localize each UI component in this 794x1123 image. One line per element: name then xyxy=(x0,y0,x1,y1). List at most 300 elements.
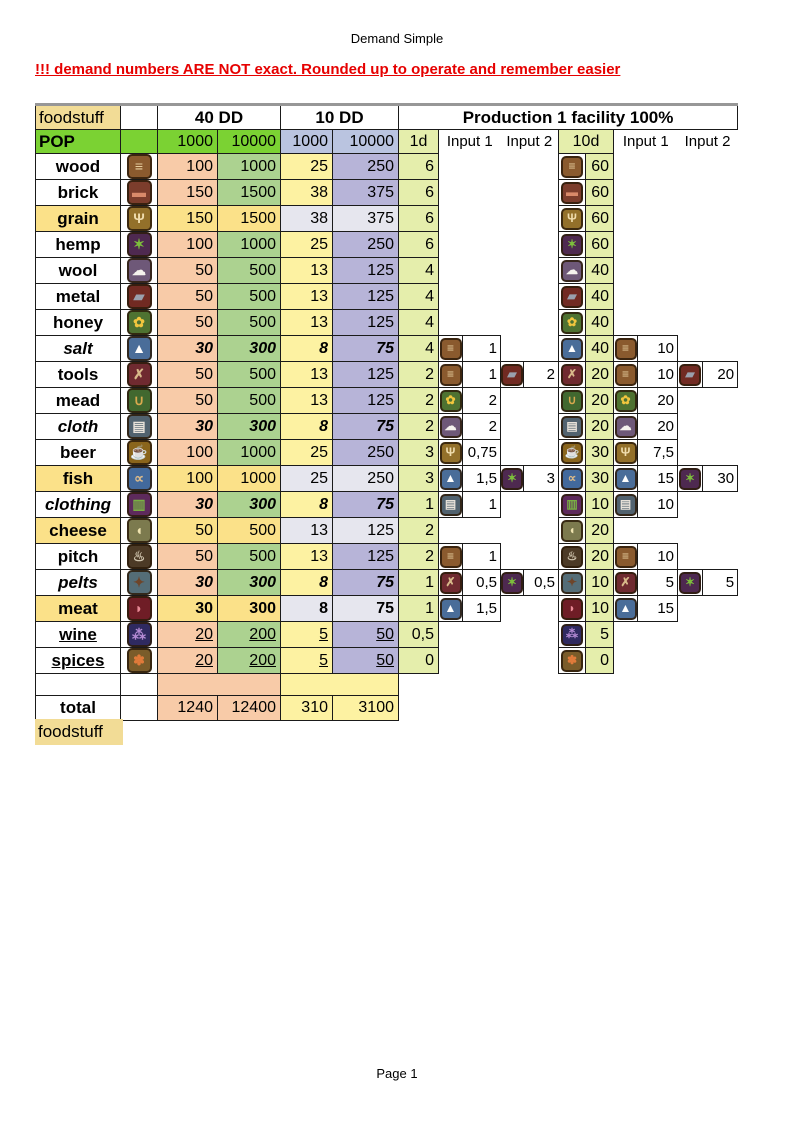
hemp-icon: ✶ xyxy=(127,232,152,257)
row-label: spices xyxy=(36,648,121,674)
demand-40dd-10000: 1000 xyxy=(218,440,281,466)
prod-10d-value: 60 xyxy=(586,206,614,232)
input2-icon-cell xyxy=(501,414,524,440)
input1-10d-value xyxy=(638,284,678,310)
total-10dd-10000: 3100 xyxy=(333,696,399,721)
input1-value: 1 xyxy=(463,544,501,570)
product-icon-cell xyxy=(559,336,586,362)
input2-10d-icon-cell xyxy=(678,518,703,544)
col-header-input1: Input 1 xyxy=(439,130,501,154)
product-icon-cell xyxy=(559,570,586,596)
col-header-1d: 1d xyxy=(399,130,439,154)
row-clothing xyxy=(36,492,738,518)
input2-icon-cell xyxy=(501,388,524,414)
input2-10d-value xyxy=(703,258,738,284)
input1-icon-cell xyxy=(439,310,463,336)
col-header-input2-10d: Input 2 xyxy=(678,130,738,154)
prod-1d-value: 4 xyxy=(399,284,439,310)
input2-10d-icon-cell xyxy=(678,154,703,180)
demand-40dd-10000: 500 xyxy=(218,284,281,310)
input1-10d-value xyxy=(638,154,678,180)
grain-icon: Ψ xyxy=(615,442,637,464)
cloth-icon: ▤ xyxy=(615,494,637,516)
demand-10dd-10000: 125 xyxy=(333,388,399,414)
input1-10d-value xyxy=(638,648,678,674)
spacer-10dd-cell xyxy=(281,674,399,696)
demand-10dd-10000: 250 xyxy=(333,154,399,180)
beer-icon: ☕ xyxy=(561,442,583,464)
input2-10d-value xyxy=(703,336,738,362)
row-icon-cell xyxy=(121,466,158,492)
input2-icon-cell xyxy=(501,466,524,492)
product-icon-cell xyxy=(559,440,586,466)
input2-10d-icon-cell xyxy=(678,648,703,674)
input1-10d-icon-cell xyxy=(614,154,638,180)
input2-10d-value xyxy=(703,648,738,674)
prod-1d-value: 4 xyxy=(399,258,439,284)
prod-1d-value: 2 xyxy=(399,388,439,414)
input1-10d-icon-cell xyxy=(614,180,638,206)
input2-10d-value xyxy=(703,154,738,180)
prod-10d-value: 20 xyxy=(586,362,614,388)
product-icon-cell xyxy=(559,258,586,284)
demand-10dd-10000: 125 xyxy=(333,258,399,284)
input2-10d-value xyxy=(703,440,738,466)
demand-10dd-1000: 8 xyxy=(281,596,333,622)
row-mead xyxy=(36,388,738,414)
product-icon-cell xyxy=(559,492,586,518)
input1-value: 1 xyxy=(463,492,501,518)
input1-icon-cell xyxy=(439,258,463,284)
input2-value xyxy=(524,284,559,310)
row-fish xyxy=(36,466,738,492)
row-meat xyxy=(36,596,738,622)
prod-10d-value: 0 xyxy=(586,648,614,674)
demand-40dd-1000: 20 xyxy=(158,648,218,674)
row-tools xyxy=(36,362,738,388)
row-label: clothing xyxy=(36,492,121,518)
row-spices xyxy=(36,648,738,674)
prod-1d-value: 1 xyxy=(399,596,439,622)
input2-10d-value xyxy=(703,544,738,570)
input2-10d-value xyxy=(703,206,738,232)
input2-value xyxy=(524,336,559,362)
prod-1d-value: 3 xyxy=(399,440,439,466)
input2-10d-icon-cell xyxy=(678,232,703,258)
input1-10d-icon-cell xyxy=(614,622,638,648)
pop-icon-cell xyxy=(121,130,158,154)
input1-value: 0,5 xyxy=(463,570,501,596)
input1-10d-icon-cell xyxy=(614,648,638,674)
prod-10d-value: 20 xyxy=(586,388,614,414)
total-40dd-1000: 1240 xyxy=(158,696,218,721)
metal-icon: ▰ xyxy=(501,364,523,386)
input1-10d-icon-cell xyxy=(614,596,638,622)
input2-10d-icon-cell xyxy=(678,310,703,336)
prod-10d-value: 20 xyxy=(586,518,614,544)
row-cheese xyxy=(36,518,738,544)
input2-10d-icon-cell xyxy=(678,258,703,284)
row-label: cloth xyxy=(36,414,121,440)
prod-1d-value: 0 xyxy=(399,648,439,674)
salt-icon: ▲ xyxy=(440,598,462,620)
product-icon-cell xyxy=(559,544,586,570)
row-label: metal xyxy=(36,284,121,310)
total-40dd-10000: 12400 xyxy=(218,696,281,721)
demand-40dd-1000: 50 xyxy=(158,544,218,570)
input1-icon-cell xyxy=(439,570,463,596)
row-icon-cell xyxy=(121,544,158,570)
input1-icon-cell xyxy=(439,388,463,414)
tools-icon: ✗ xyxy=(615,572,637,594)
input2-icon-cell xyxy=(501,362,524,388)
product-icon-cell xyxy=(559,414,586,440)
demand-40dd-1000: 150 xyxy=(158,206,218,232)
input2-10d-value xyxy=(703,622,738,648)
input1-value: 1,5 xyxy=(463,596,501,622)
honey-icon: ✿ xyxy=(440,390,462,412)
wood-icon: ≡ xyxy=(561,156,583,178)
metal-icon: ▰ xyxy=(561,286,583,308)
product-icon-cell xyxy=(559,388,586,414)
demand-10dd-10000: 125 xyxy=(333,284,399,310)
foodstuff-header: foodstuff xyxy=(36,105,121,130)
demand-40dd-10000: 200 xyxy=(218,622,281,648)
input2-value xyxy=(524,518,559,544)
foodstuff-footer-label: foodstuff xyxy=(35,719,123,745)
demand-40dd-10000: 1000 xyxy=(218,466,281,492)
pitch-icon: ♨ xyxy=(561,546,583,568)
input1-10d-value: 20 xyxy=(638,414,678,440)
demand-10dd-10000: 375 xyxy=(333,180,399,206)
demand-40dd-10000: 500 xyxy=(218,544,281,570)
prod-1d-value: 4 xyxy=(399,336,439,362)
input2-10d-value xyxy=(703,284,738,310)
demand-10dd-10000: 125 xyxy=(333,544,399,570)
demand-40dd-1000: 30 xyxy=(158,570,218,596)
demand-40dd-10000: 300 xyxy=(218,336,281,362)
row-honey xyxy=(36,310,738,336)
demand-10dd-10000: 75 xyxy=(333,570,399,596)
pop-40dd-1000: 1000 xyxy=(158,130,218,154)
row-pelts xyxy=(36,570,738,596)
wood-icon: ≡ xyxy=(440,338,462,360)
input2-icon-cell xyxy=(501,544,524,570)
honey-icon: ✿ xyxy=(127,310,152,335)
wood-icon: ≡ xyxy=(615,546,637,568)
row-label: hemp xyxy=(36,232,121,258)
grain-icon: Ψ xyxy=(561,208,583,230)
input2-10d-icon-cell xyxy=(678,388,703,414)
input2-10d-value xyxy=(703,596,738,622)
row-icon-cell xyxy=(121,570,158,596)
prod-10d-value: 40 xyxy=(586,258,614,284)
pop-header: POP xyxy=(36,130,121,154)
cloth-icon: ▤ xyxy=(440,494,462,516)
production-header: Production 1 facility 100% xyxy=(399,105,738,130)
input1-10d-value: 15 xyxy=(638,596,678,622)
input1-value xyxy=(463,206,501,232)
demand-10dd-10000: 75 xyxy=(333,414,399,440)
input2-icon-cell xyxy=(501,492,524,518)
row-label: wine xyxy=(36,622,121,648)
mead-icon: ∪ xyxy=(561,390,583,412)
hemp-icon: ✶ xyxy=(679,572,701,594)
row-icon-cell xyxy=(121,284,158,310)
input1-value xyxy=(463,310,501,336)
prod-10d-value: 5 xyxy=(586,622,614,648)
row-icon-cell xyxy=(121,414,158,440)
demand-40dd-1000: 30 xyxy=(158,596,218,622)
demand-40dd-10000: 500 xyxy=(218,258,281,284)
wood-icon: ≡ xyxy=(440,364,462,386)
prod-1d-value: 2 xyxy=(399,414,439,440)
row-label: meat xyxy=(36,596,121,622)
demand-10dd-10000: 125 xyxy=(333,518,399,544)
demand-10dd-10000: 250 xyxy=(333,466,399,492)
demand-10dd-1000: 8 xyxy=(281,336,333,362)
demand-40dd-10000: 1000 xyxy=(218,232,281,258)
demand-10dd-10000: 75 xyxy=(333,596,399,622)
honey-icon: ✿ xyxy=(561,312,583,334)
input2-10d-value xyxy=(703,414,738,440)
input1-icon-cell xyxy=(439,492,463,518)
input1-icon-cell xyxy=(439,206,463,232)
demand-10dd-10000: 125 xyxy=(333,310,399,336)
input2-10d-icon-cell xyxy=(678,206,703,232)
demand-40dd-1000: 50 xyxy=(158,362,218,388)
row-icon-cell xyxy=(121,206,158,232)
input2-icon-cell xyxy=(501,310,524,336)
input2-10d-value xyxy=(703,180,738,206)
cheese-icon: ◖ xyxy=(127,518,152,543)
input2-value xyxy=(524,440,559,466)
input2-value xyxy=(524,414,559,440)
row-cloth xyxy=(36,414,738,440)
input1-10d-icon-cell xyxy=(614,570,638,596)
meat-icon: ◗ xyxy=(127,596,152,621)
input2-10d-value: 5 xyxy=(703,570,738,596)
salt-icon: ▲ xyxy=(440,468,462,490)
input1-icon-cell xyxy=(439,648,463,674)
input1-icon-cell xyxy=(439,440,463,466)
product-icon-cell xyxy=(559,362,586,388)
salt-icon: ▲ xyxy=(127,336,152,361)
fish-icon: ∝ xyxy=(127,466,152,491)
row-label: tools xyxy=(36,362,121,388)
prod-10d-value: 20 xyxy=(586,414,614,440)
hemp-icon: ✶ xyxy=(501,572,523,594)
input1-value xyxy=(463,154,501,180)
demand-10dd-1000: 8 xyxy=(281,492,333,518)
product-icon-cell xyxy=(559,206,586,232)
prod-10d-value: 40 xyxy=(586,336,614,362)
demand-40dd-10000: 500 xyxy=(218,388,281,414)
row-icon-cell xyxy=(121,648,158,674)
prod-10d-value: 40 xyxy=(586,310,614,336)
input1-10d-icon-cell xyxy=(614,518,638,544)
wood-icon: ≡ xyxy=(615,364,637,386)
input1-10d-value: 5 xyxy=(638,570,678,596)
row-wool xyxy=(36,258,738,284)
row-metal xyxy=(36,284,738,310)
total-row xyxy=(36,696,738,721)
row-label: pitch xyxy=(36,544,121,570)
input2-value xyxy=(524,492,559,518)
input2-10d-value: 20 xyxy=(703,362,738,388)
input2-icon-cell xyxy=(501,336,524,362)
row-icon-cell xyxy=(121,388,158,414)
cloth-icon: ▤ xyxy=(127,414,152,439)
input1-value: 1 xyxy=(463,336,501,362)
row-label: grain xyxy=(36,206,121,232)
input1-icon-cell xyxy=(439,414,463,440)
demand-40dd-10000: 300 xyxy=(218,570,281,596)
product-icon-cell xyxy=(559,180,586,206)
prod-1d-value: 6 xyxy=(399,180,439,206)
input1-value xyxy=(463,622,501,648)
demand-40dd-1000: 100 xyxy=(158,154,218,180)
demand-40dd-10000: 300 xyxy=(218,414,281,440)
demand-10dd-1000: 13 xyxy=(281,284,333,310)
input1-10d-icon-cell xyxy=(614,232,638,258)
row-icon-cell xyxy=(121,440,158,466)
demand-10dd-1000: 5 xyxy=(281,622,333,648)
row-hemp xyxy=(36,232,738,258)
input2-value xyxy=(524,622,559,648)
input1-10d-value: 10 xyxy=(638,544,678,570)
input1-10d-value: 20 xyxy=(638,388,678,414)
input1-value: 1 xyxy=(463,362,501,388)
demand-40dd-1000: 150 xyxy=(158,180,218,206)
pop-10dd-1000: 1000 xyxy=(281,130,333,154)
spacer-row xyxy=(36,674,738,696)
row-icon-cell xyxy=(121,362,158,388)
demand-40dd-10000: 1500 xyxy=(218,180,281,206)
input1-icon-cell xyxy=(439,596,463,622)
salt-icon: ▲ xyxy=(615,598,637,620)
demand-10dd-1000: 5 xyxy=(281,648,333,674)
demand-10dd-10000: 125 xyxy=(333,362,399,388)
demand-10dd-1000: 13 xyxy=(281,310,333,336)
input1-10d-icon-cell xyxy=(614,284,638,310)
input1-value: 0,75 xyxy=(463,440,501,466)
input1-10d-icon-cell xyxy=(614,388,638,414)
input2-icon-cell xyxy=(501,154,524,180)
row-label: wood xyxy=(36,154,121,180)
input2-value: 3 xyxy=(524,466,559,492)
input1-value: 2 xyxy=(463,414,501,440)
page-title: Demand Simple xyxy=(350,31,444,46)
wood-icon: ≡ xyxy=(127,154,152,179)
input1-10d-value: 10 xyxy=(638,362,678,388)
input1-icon-cell xyxy=(439,154,463,180)
honey-icon: ✿ xyxy=(615,390,637,412)
input2-icon-cell xyxy=(501,622,524,648)
input2-10d-icon-cell xyxy=(678,596,703,622)
demand-10dd-10000: 50 xyxy=(333,648,399,674)
input2-value: 2 xyxy=(524,362,559,388)
row-label: pelts xyxy=(36,570,121,596)
product-icon-cell xyxy=(559,466,586,492)
row-icon-cell xyxy=(121,622,158,648)
wool-icon: ☁ xyxy=(440,416,462,438)
input2-value: 0,5 xyxy=(524,570,559,596)
grain-icon: Ψ xyxy=(127,206,152,231)
input2-icon-cell xyxy=(501,440,524,466)
demand-10dd-1000: 25 xyxy=(281,154,333,180)
prod-1d-value: 2 xyxy=(399,518,439,544)
wool-icon: ☁ xyxy=(615,416,637,438)
input1-value xyxy=(463,180,501,206)
input1-icon-cell xyxy=(439,362,463,388)
row-beer xyxy=(36,440,738,466)
row-label: cheese xyxy=(36,518,121,544)
demand-10dd-1000: 38 xyxy=(281,206,333,232)
input2-10d-value xyxy=(703,388,738,414)
spacer-icon-cell xyxy=(121,674,158,696)
input2-10d-icon-cell xyxy=(678,570,703,596)
spices-icon: ✽ xyxy=(561,650,583,672)
demand-40dd-10000: 1500 xyxy=(218,206,281,232)
pelts-icon: ✦ xyxy=(127,570,152,595)
prod-10d-value: 30 xyxy=(586,466,614,492)
spacer-prod-cell xyxy=(399,674,738,696)
wool-icon: ☁ xyxy=(127,258,152,283)
row-wood xyxy=(36,154,738,180)
row-label: brick xyxy=(36,180,121,206)
total-label: total xyxy=(36,696,121,721)
input1-10d-icon-cell xyxy=(614,206,638,232)
demand-10dd-1000: 8 xyxy=(281,570,333,596)
prod-1d-value: 3 xyxy=(399,466,439,492)
input1-icon-cell xyxy=(439,180,463,206)
input2-10d-value: 30 xyxy=(703,466,738,492)
input1-value xyxy=(463,648,501,674)
metal-icon: ▰ xyxy=(679,364,701,386)
input2-value xyxy=(524,648,559,674)
pop-40dd-10000: 10000 xyxy=(218,130,281,154)
input2-value xyxy=(524,206,559,232)
product-icon-cell xyxy=(559,596,586,622)
input1-10d-icon-cell xyxy=(614,466,638,492)
demand-10dd-10000: 50 xyxy=(333,622,399,648)
brick-icon: ▬ xyxy=(127,180,152,205)
input2-value xyxy=(524,544,559,570)
input2-10d-value xyxy=(703,518,738,544)
input1-10d-value xyxy=(638,622,678,648)
icon-column-header xyxy=(121,105,158,130)
input2-icon-cell xyxy=(501,648,524,674)
input2-icon-cell xyxy=(501,596,524,622)
row-icon-cell xyxy=(121,232,158,258)
col-header-10d: 10d xyxy=(559,130,614,154)
salt-icon: ▲ xyxy=(615,468,637,490)
demand-40dd-10000: 300 xyxy=(218,492,281,518)
prod-10d-value: 60 xyxy=(586,180,614,206)
row-icon-cell xyxy=(121,258,158,284)
row-icon-cell xyxy=(121,310,158,336)
demand-40dd-1000: 100 xyxy=(158,440,218,466)
demand-40dd-1000: 50 xyxy=(158,258,218,284)
wood-icon: ≡ xyxy=(440,546,462,568)
prod-1d-value: 6 xyxy=(399,154,439,180)
prod-1d-value: 1 xyxy=(399,492,439,518)
demand-40dd-1000: 30 xyxy=(158,492,218,518)
input1-10d-value xyxy=(638,180,678,206)
input1-icon-cell xyxy=(439,284,463,310)
input2-10d-value xyxy=(703,492,738,518)
